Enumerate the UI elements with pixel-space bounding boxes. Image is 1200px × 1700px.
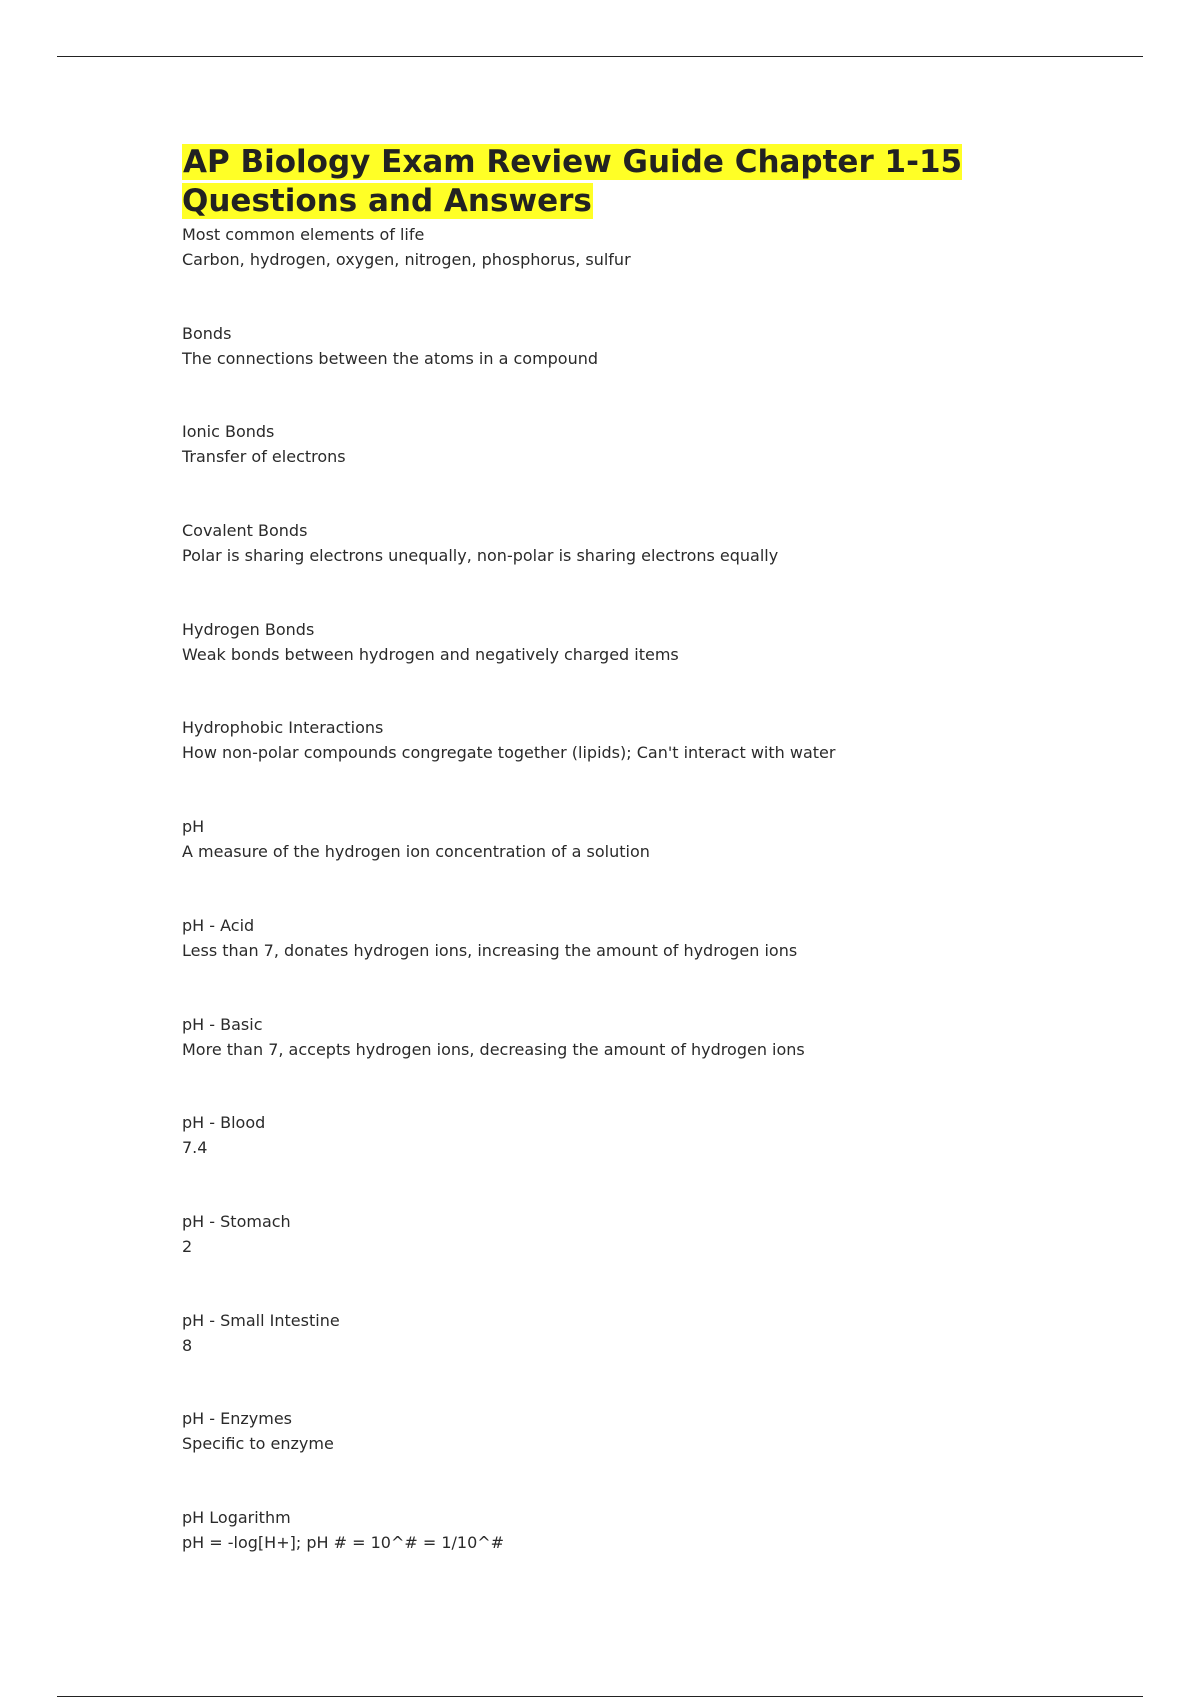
qa-entry — [182, 321, 1082, 420]
answer-definition: The connections between the atoms in a compound — [182, 348, 599, 368]
question-term: Most common elements of life — [182, 225, 425, 244]
question-term: pH - Acid — [182, 915, 255, 935]
qa-entry — [182, 222, 1082, 321]
question-term: pH — [182, 817, 205, 837]
qa-entry — [182, 1406, 1082, 1505]
question-term: pH Logarithm — [182, 1507, 291, 1527]
answer-definition: Transfer of electrons — [182, 447, 346, 467]
question-term: Hydrophobic Interactions — [182, 718, 384, 738]
qa-entry — [182, 1505, 1082, 1604]
page-top-rule — [57, 56, 1143, 57]
answer-definition: 7.4 — [182, 1138, 208, 1158]
question-term: pH - Stomach — [182, 1211, 291, 1231]
answer-definition: How non-polar compounds congregate together (lipids); Can't interact with water — [182, 743, 836, 763]
question-term: pH - Basic — [182, 1014, 263, 1034]
qa-entry — [182, 617, 1082, 716]
qa-entry — [182, 1308, 1082, 1407]
qa-list — [182, 222, 1082, 1604]
question-term: pH - Small Intestine — [182, 1310, 340, 1330]
question-term: Bonds — [182, 323, 232, 343]
answer-definition: Weak bonds between hydrogen and negatively charged items — [182, 644, 679, 664]
question-term: Ionic Bonds — [182, 422, 275, 442]
answer-definition: 2 — [182, 1236, 193, 1256]
question-term: pH - Enzymes — [182, 1409, 293, 1429]
title-highlight: AP Biology Exam Review Guide Chapter 1-15 Questions and Answers — [182, 144, 963, 219]
answer-definition: Carbon, hydrogen, oxygen, nitrogen, phosphorus, sulfur — [182, 250, 631, 269]
qa-entry — [182, 715, 1082, 814]
qa-entry — [182, 1209, 1082, 1308]
answer-definition: Specific to enzyme — [182, 1434, 334, 1454]
question-term: pH - Blood — [182, 1113, 266, 1133]
qa-entry — [182, 419, 1082, 518]
question-term: Covalent Bonds — [182, 521, 308, 541]
qa-entry — [182, 1110, 1082, 1209]
qa-entry — [182, 913, 1082, 1012]
answer-definition: Less than 7, donates hydrogen ions, increasing the amount of hydrogen ions — [182, 940, 798, 960]
qa-entry — [182, 814, 1082, 913]
answer-definition: 8 — [182, 1335, 193, 1355]
answer-definition: A measure of the hydrogen ion concentration of a solution — [182, 842, 650, 862]
question-term: Hydrogen Bonds — [182, 619, 315, 639]
qa-entry — [182, 518, 1082, 617]
document-title — [182, 143, 1082, 221]
answer-definition: Polar is sharing electrons unequally, non-polar is sharing electrons equally — [182, 546, 779, 566]
qa-entry — [182, 1012, 1082, 1111]
answer-definition: More than 7, accepts hydrogen ions, decreasing the amount of hydrogen ions — [182, 1039, 805, 1059]
page-bottom-rule — [57, 1696, 1143, 1697]
answer-definition: pH = -log[H+]; pH # = 10^# = 1/10^# — [182, 1532, 505, 1552]
